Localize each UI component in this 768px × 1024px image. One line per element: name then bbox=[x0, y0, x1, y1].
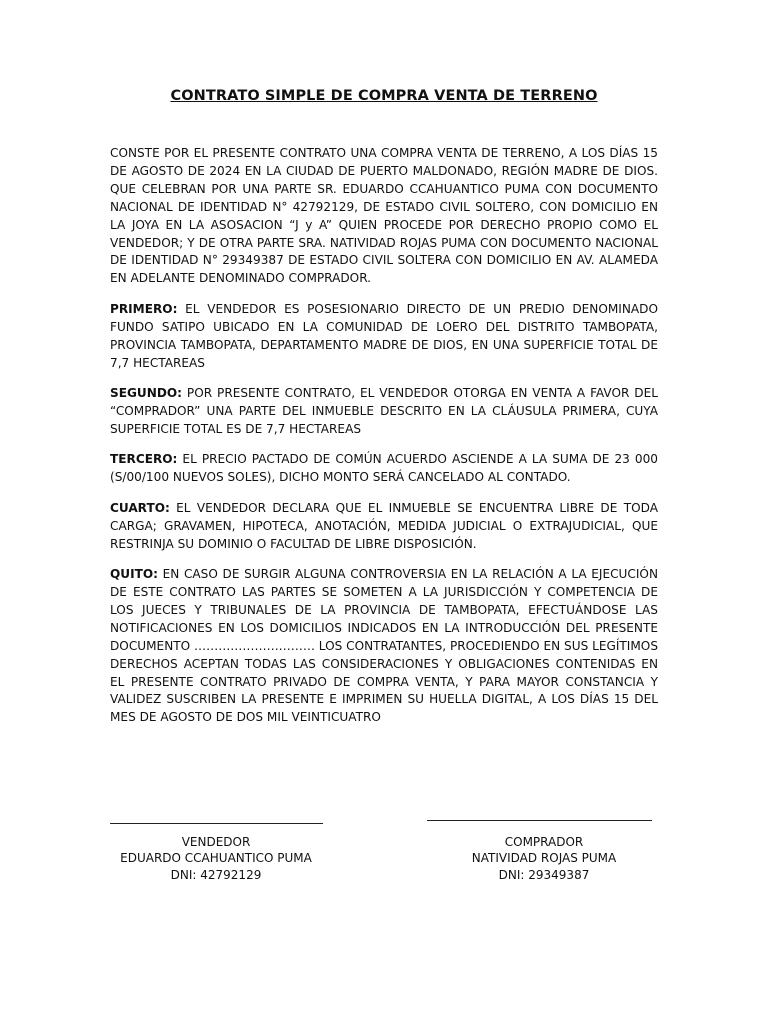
clause-label: CUARTO: bbox=[110, 500, 170, 515]
buyer-signature-line bbox=[427, 820, 652, 821]
clause-cuarto bbox=[110, 500, 658, 554]
document-body bbox=[110, 145, 658, 727]
buyer-role: COMPRADOR bbox=[504, 835, 584, 849]
clause-segundo bbox=[110, 385, 658, 439]
seller-signature-block bbox=[96, 834, 336, 883]
intro-paragraph: CONSTE POR EL PRESENTE CONTRATO UNA COMPRA VENTA DE TERRENO, A LOS DÍAS 15 DE AGOSTO DE 2024 EN LA CIUDAD DE PUERTO MALDONADO, REGIÓN MADRE DE DIOS. QUE CELEBRAN POR UNA PARTE SR. EDUARDO CCAHUANTICO PUMA CON DOCUMENTO NACIONAL DE IDENTIDAD N° 42792129, DE ESTADO CIVIL SOLTERO, CON DOMICILIO EN LA JOYA EN LA ASOSACION “J y A” QUIEN PROCEDE POR DERECHO PROPIO COMO EL VENDEDOR; Y DE OTRA PARTE SRA. NATIVIDAD ROJAS PUMA CON DOCUMENTO NACIONAL DE IDENTIDAD N° 29349387 DE ESTADO CIVIL SOLTERA CON DOMICILIO EN AV. ALAMEDA EN ADELANTE DENOMINADO COMPRADOR. bbox=[110, 146, 658, 286]
clause-primero bbox=[110, 301, 658, 373]
clause-tercero bbox=[110, 451, 658, 487]
clause-text: POR PRESENTE CONTRATO, EL VENDEDOR OTORGA EN VENTA A FAVOR DEL “COMPRADOR” UNA PARTE DEL INMUEBLE DESCRITO EN LA CLÁUSULA PRIMERA, CUYA SUPERFICIE TOTAL ES DE 7,7 HECTAREAS bbox=[110, 386, 658, 436]
seller-name: EDUARDO CCAHUANTICO PUMA bbox=[120, 851, 312, 866]
clause-label: SEGUNDO: bbox=[110, 386, 182, 401]
clause-text: EN CASO DE SURGIR ALGUNA CONTROVERSIA EN LA RELACIÓN A LA EJECUCIÓN DE ESTE CONTRATO LAS PARTES SE SOMETEN A LA JURISDICCIÓN Y COMPETENCIA DE LOS JUECES Y TRIBUNALES DE LA PROVINCIA DE TAMBOPATA, EFECTUÁNDOSE LAS NOTIFICACIONES EN LOS DOMICILIOS INDICADOS EN LA INTRODUCCIÓN DEL PRESENTE DOCUMENTO ………………………… LOS CONTRATANTES, PROCEDIENDO EN SUS LEGÍTIMOS DERECHOS ACEPTAN TODAS LAS CONSIDERACIONES Y OBLIGACIONES CONTENIDAS EN EL PRESENTE CONTRATO PRIVADO DE COMPRA VENTA, Y PARA MAYOR CONSTANCIA Y VALIDEZ SUSCRIBEN LA PRESENTE E IMPRIMEN SU HUELLA DIGITAL, A LOS DÍAS 15 DEL MES DE AGOSTO DE DOS MIL VEINTICUATRO bbox=[110, 567, 658, 725]
clause-text: EL PRECIO PACTADO DE COMÚN ACUERDO ASCIENDE A LA SUMA DE 23 000 (S/00/100 NUEVOS SOLES), DICHO MONTO SERÁ CANCELADO AL CONTADO. bbox=[110, 452, 658, 485]
clause-quinto bbox=[110, 566, 658, 727]
seller-dni: DNI: 42792129 bbox=[170, 867, 262, 882]
clause-label: PRIMERO: bbox=[110, 301, 178, 316]
buyer-signature-block bbox=[424, 834, 664, 883]
seller-role: VENDEDOR bbox=[181, 835, 251, 849]
clause-label: TERCERO: bbox=[110, 452, 178, 467]
clause-label: QUITO: bbox=[110, 567, 158, 582]
seller-signature-line bbox=[110, 823, 323, 824]
clause-text: EL VENDEDOR DECLARA QUE EL INMUEBLE SE ENCUENTRA LIBRE DE TODA CARGA; GRAVAMEN, HIPOTECA, ANOTACIÓN, MEDIDA JUDICIAL O EXTRAJUDICIAL, QUE RESTRINJA SU DOMINIO O FACULTAD DE LIBRE DISPOSICIÓN. bbox=[110, 500, 658, 551]
buyer-name: NATIVIDAD ROJAS PUMA bbox=[471, 851, 617, 866]
document-title: CONTRATO SIMPLE DE COMPRA VENTA DE TERRENO bbox=[170, 88, 598, 104]
buyer-dni: DNI: 29349387 bbox=[498, 867, 590, 882]
clause-text: EL VENDEDOR ES POSESIONARIO DIRECTO DE UN PREDIO DENOMINADO FUNDO SATIPO UBICADO EN LA COMUNIDAD DE LOERO DEL DISTRITO TAMBOPATA, PROVINCIA TAMBOPATA, DEPARTAMENTO MADRE DE DIOS, EN UNA SUPERFICIE TOTAL DE 7,7 HECTAREAS bbox=[110, 301, 658, 370]
